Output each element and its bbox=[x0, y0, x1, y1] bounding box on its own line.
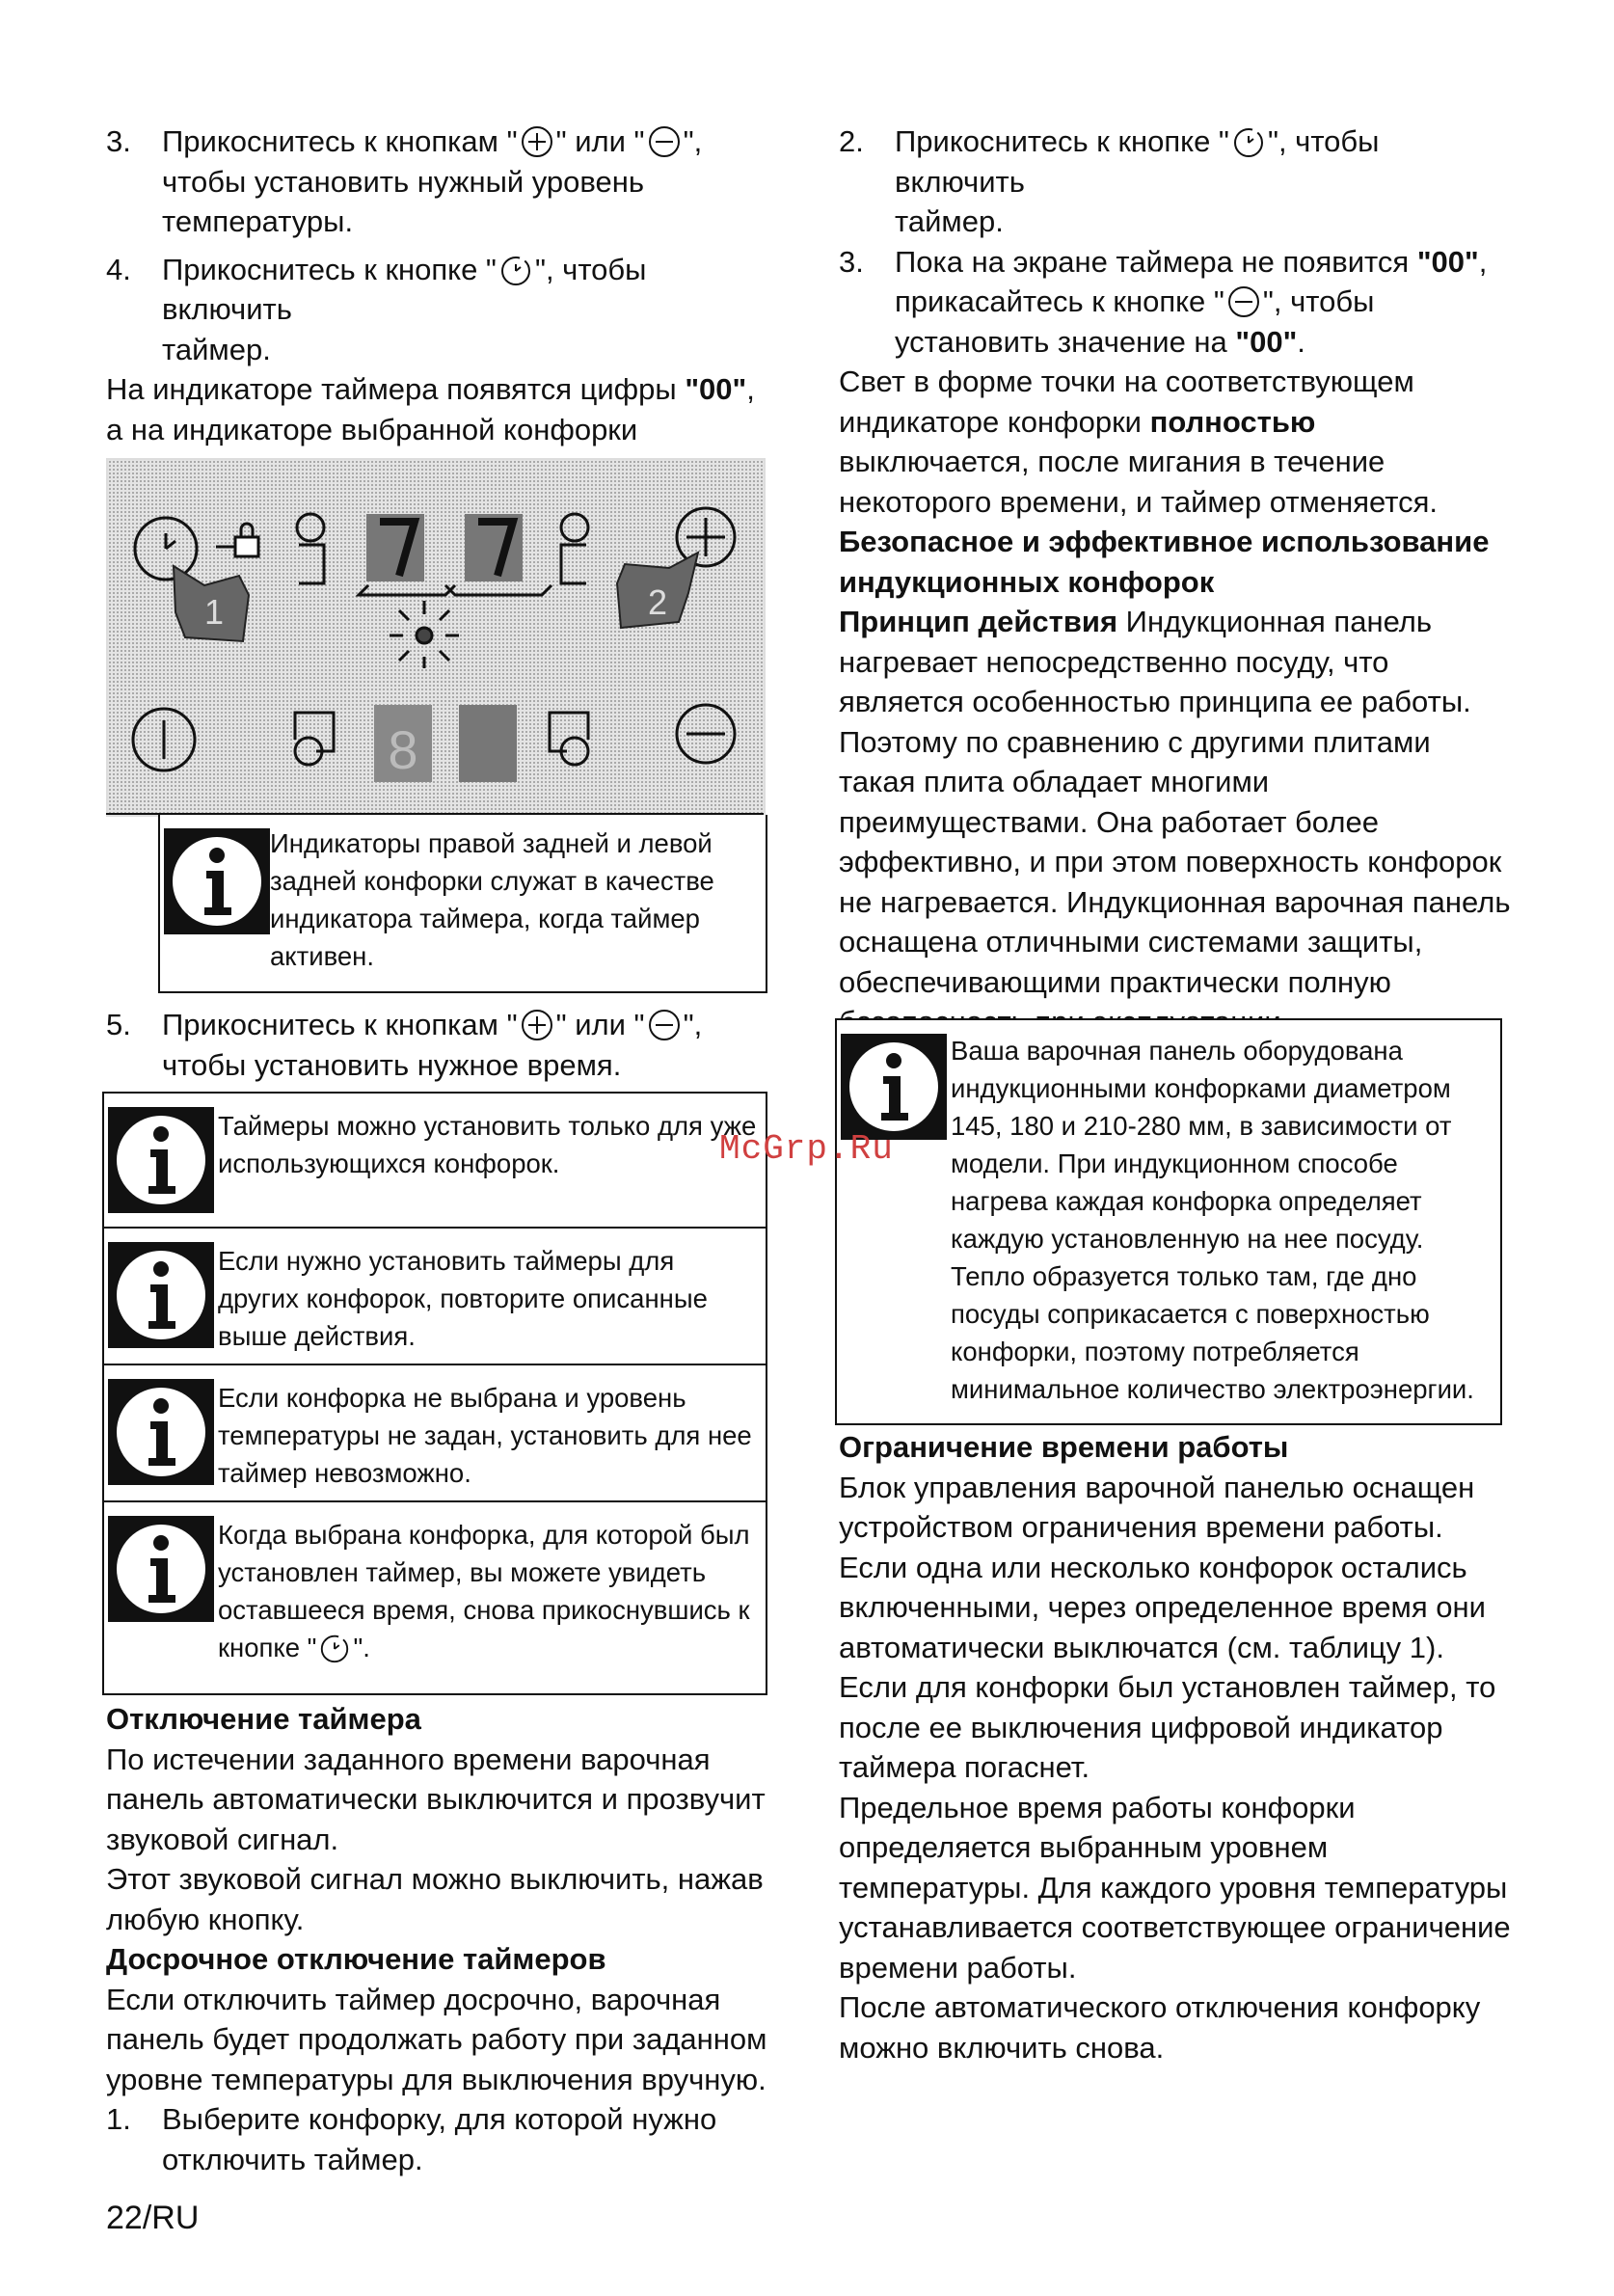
info-text: Если конфорка не выбрана и уровень температуры не задан, установить для нее таймер невозможно. bbox=[218, 1383, 752, 1488]
step-text: " или " bbox=[555, 1008, 645, 1041]
info-text: Ваша варочная панель оборудована индукционными конфорками диаметром 145, 180 и 210-280 мм, в зависимости от модели. При индукционном способе нагрева каждая конфорка определяет каждую установленную на нее посуду. Тепло образуется только там, где дно посуды соприкасается с поверхностью конфорки, поэтому потребляется минимальное количество электроэнергии. bbox=[951, 1036, 1474, 1404]
info-icon bbox=[108, 1242, 214, 1348]
page-number: 22/RU bbox=[106, 2200, 200, 2236]
decimal-dot-icon bbox=[390, 601, 459, 668]
step-number: 4. bbox=[106, 252, 131, 286]
info-box bbox=[102, 1092, 767, 1229]
timer-icon bbox=[318, 1632, 351, 1664]
step-2 bbox=[839, 122, 1514, 242]
step-1 bbox=[106, 2099, 771, 2179]
info-icon bbox=[108, 1516, 214, 1622]
burner-rear-left-icon bbox=[297, 514, 324, 583]
step-text: ", bbox=[683, 1008, 703, 1041]
burner-rear-right-icon bbox=[561, 514, 588, 583]
step-text: ", bbox=[683, 124, 703, 158]
paragraph: Этот звуковой сигнал можно выключить, нажав любую кнопку. bbox=[106, 1862, 764, 1936]
paragraph: Блок управления варочной панелью оснащен устройством ограничения времени работы. Если одна или несколько конфорок остались включенными, через определенное время они автоматически выключатся (см. таблицу 1). Если для конфорки был установлен таймер, то после ее выключения цифровой индикатор таймера погаснет. bbox=[839, 1470, 1496, 1784]
bold-text: "00" bbox=[685, 372, 747, 406]
minus-icon bbox=[1226, 284, 1261, 319]
step-text: Выберите конфорку, для которой нужно отключить таймер. bbox=[162, 2102, 717, 2176]
info-text-block bbox=[218, 1516, 764, 1666]
text: Свет в форме точки на соответствующем индикаторе конфорки bbox=[839, 365, 1414, 439]
burner-front-right-icon bbox=[550, 713, 588, 765]
info-box bbox=[102, 1364, 767, 1502]
timer-off-section bbox=[106, 1699, 771, 2179]
step-text: Прикоснитесь к кнопкам " bbox=[162, 124, 518, 158]
step-number: 5. bbox=[106, 1008, 131, 1041]
timer-display bbox=[366, 514, 523, 581]
plus-icon bbox=[520, 1008, 554, 1042]
paragraph bbox=[839, 602, 1514, 1042]
step-text: чтобы установить нужный уровень bbox=[162, 164, 645, 199]
burner-front-left-icon bbox=[295, 713, 334, 765]
step-text: , bbox=[1478, 244, 1488, 279]
timer-icon bbox=[1231, 124, 1266, 159]
step-text: таймер. bbox=[162, 332, 271, 366]
plus-icon bbox=[677, 508, 735, 566]
paragraph: После автоматического отключения конфорку можно включить снова. bbox=[839, 1990, 1481, 2065]
info-text: ". bbox=[353, 1633, 370, 1662]
info-box bbox=[158, 815, 767, 993]
info-text: Индикаторы правой задней и левой задней конфорки служат в качестве индикатора таймера, когда таймер активен. bbox=[270, 828, 714, 971]
step-number: 3. bbox=[106, 124, 131, 158]
bold-text: "00" bbox=[1235, 324, 1298, 359]
info-box bbox=[102, 1500, 767, 1695]
info-icon bbox=[108, 1379, 214, 1485]
step-3-right bbox=[839, 242, 1514, 363]
paragraph bbox=[839, 362, 1514, 522]
timer-icon bbox=[135, 518, 197, 580]
power-icon bbox=[133, 709, 195, 770]
step-text: ", чтобы bbox=[1262, 284, 1375, 318]
step-text: " или " bbox=[555, 124, 645, 158]
info-text: Когда выбрана конфорка, для которой был установлен таймер, вы можете увидеть оставшееся время, снова прикоснувшись к bbox=[218, 1520, 750, 1625]
info-text: Таймеры можно установить только для уже использующихся конфорок. bbox=[218, 1111, 757, 1178]
plus-icon bbox=[520, 124, 554, 159]
paragraph: По истечении заданного времени варочная панель автоматически выключится и прозвучит звуковой сигнал. bbox=[106, 1742, 766, 1856]
lock-icon bbox=[216, 524, 258, 556]
minus-icon bbox=[677, 705, 735, 763]
section-heading: Отключение таймера bbox=[106, 1702, 421, 1736]
section-heading: Безопасное и эффективное использование индукционных конфорок bbox=[839, 525, 1490, 599]
step-text: прикасайтесь к кнопке " bbox=[895, 284, 1224, 318]
step-number: 2. bbox=[839, 124, 864, 158]
bold-text: "00" bbox=[1416, 244, 1479, 279]
step-text: установить значение на bbox=[895, 324, 1236, 359]
step-text: Прикоснитесь к кнопке " bbox=[895, 124, 1229, 158]
info-icon bbox=[841, 1034, 947, 1140]
info-box bbox=[102, 1227, 767, 1365]
left-column bbox=[106, 122, 771, 490]
paragraph: Предельное время работы конфорки определяется выбранным уровнем температуры. Для каждого уровня температуры устанавливается соответствующее ограничение времени работы. bbox=[839, 1790, 1511, 1985]
bold-text: полностью bbox=[1149, 404, 1316, 439]
text: На индикаторе таймера появятся цифры bbox=[106, 372, 686, 406]
hand-icon bbox=[174, 566, 249, 641]
step-text: таймер. bbox=[895, 204, 1004, 238]
step-text: ", чтобы включить bbox=[162, 252, 647, 326]
time-limit-section bbox=[839, 1427, 1514, 2067]
text: Индукционная панель нагревает непосредственно посуду, что является особенностью принципа ее работы. Поэтому по сравнению с другими плитами такая плита обладает многими преимуществами. Она работает более эффективно, и при этом поверхность конфорок не нагревается. Индукционная варочная панель оснащена отличными системами защиты, обеспечивающими практически полную bbox=[839, 605, 1511, 999]
control-panel-figure bbox=[106, 458, 766, 817]
digit-text: 8 bbox=[388, 719, 418, 780]
timer-icon bbox=[498, 253, 533, 287]
control-panel-drawing bbox=[108, 460, 764, 815]
info-icon bbox=[164, 828, 270, 934]
info-box bbox=[835, 1018, 1502, 1425]
step-text: Пока на экране таймера не появится bbox=[895, 244, 1417, 279]
minus-icon bbox=[647, 124, 682, 159]
section-heading: Ограничение времени работы bbox=[839, 1430, 1289, 1464]
step-5-block bbox=[106, 1005, 771, 1085]
bold-text: Принцип действия bbox=[839, 605, 1118, 638]
step-text: Прикоснитесь к кнопкам " bbox=[162, 1008, 518, 1041]
right-column bbox=[839, 122, 1514, 1042]
digit-display bbox=[374, 705, 517, 782]
step-number: 3. bbox=[839, 244, 864, 279]
hand-number: 2 bbox=[648, 582, 668, 622]
info-text: кнопке " bbox=[218, 1633, 317, 1662]
info-icon bbox=[108, 1107, 214, 1213]
step-text: температуры. bbox=[162, 204, 354, 238]
step-3 bbox=[106, 122, 771, 242]
step-4 bbox=[106, 250, 771, 370]
watermark: McGrp.Ru bbox=[719, 1129, 894, 1169]
step-text: Прикоснитесь к кнопке " bbox=[162, 252, 497, 286]
step-number: 1. bbox=[106, 2102, 131, 2136]
paragraph: Если отключить таймер досрочно, варочная панель будет продолжать работу при заданном уровне температуры для выключения вручную. bbox=[106, 1982, 767, 2096]
step-text: . bbox=[1297, 324, 1305, 359]
text: выключается, после мигания в течение некоторого времени, и таймер отменяется. bbox=[839, 445, 1438, 519]
hand-icon bbox=[617, 553, 698, 628]
step-text: ", чтобы включить bbox=[895, 124, 1380, 199]
step-text: чтобы установить нужное время. bbox=[162, 1047, 622, 1082]
step-5 bbox=[106, 1005, 771, 1085]
minus-icon bbox=[647, 1008, 682, 1042]
text: , а на индикаторе выбранной конфорки bbox=[106, 372, 755, 446]
info-text: Если нужно установить таймеры для других конфорок, повторите описанные выше действия. bbox=[218, 1246, 708, 1351]
hand-number: 1 bbox=[204, 592, 225, 632]
section-heading: Досрочное отключение таймеров bbox=[106, 1942, 606, 1976]
